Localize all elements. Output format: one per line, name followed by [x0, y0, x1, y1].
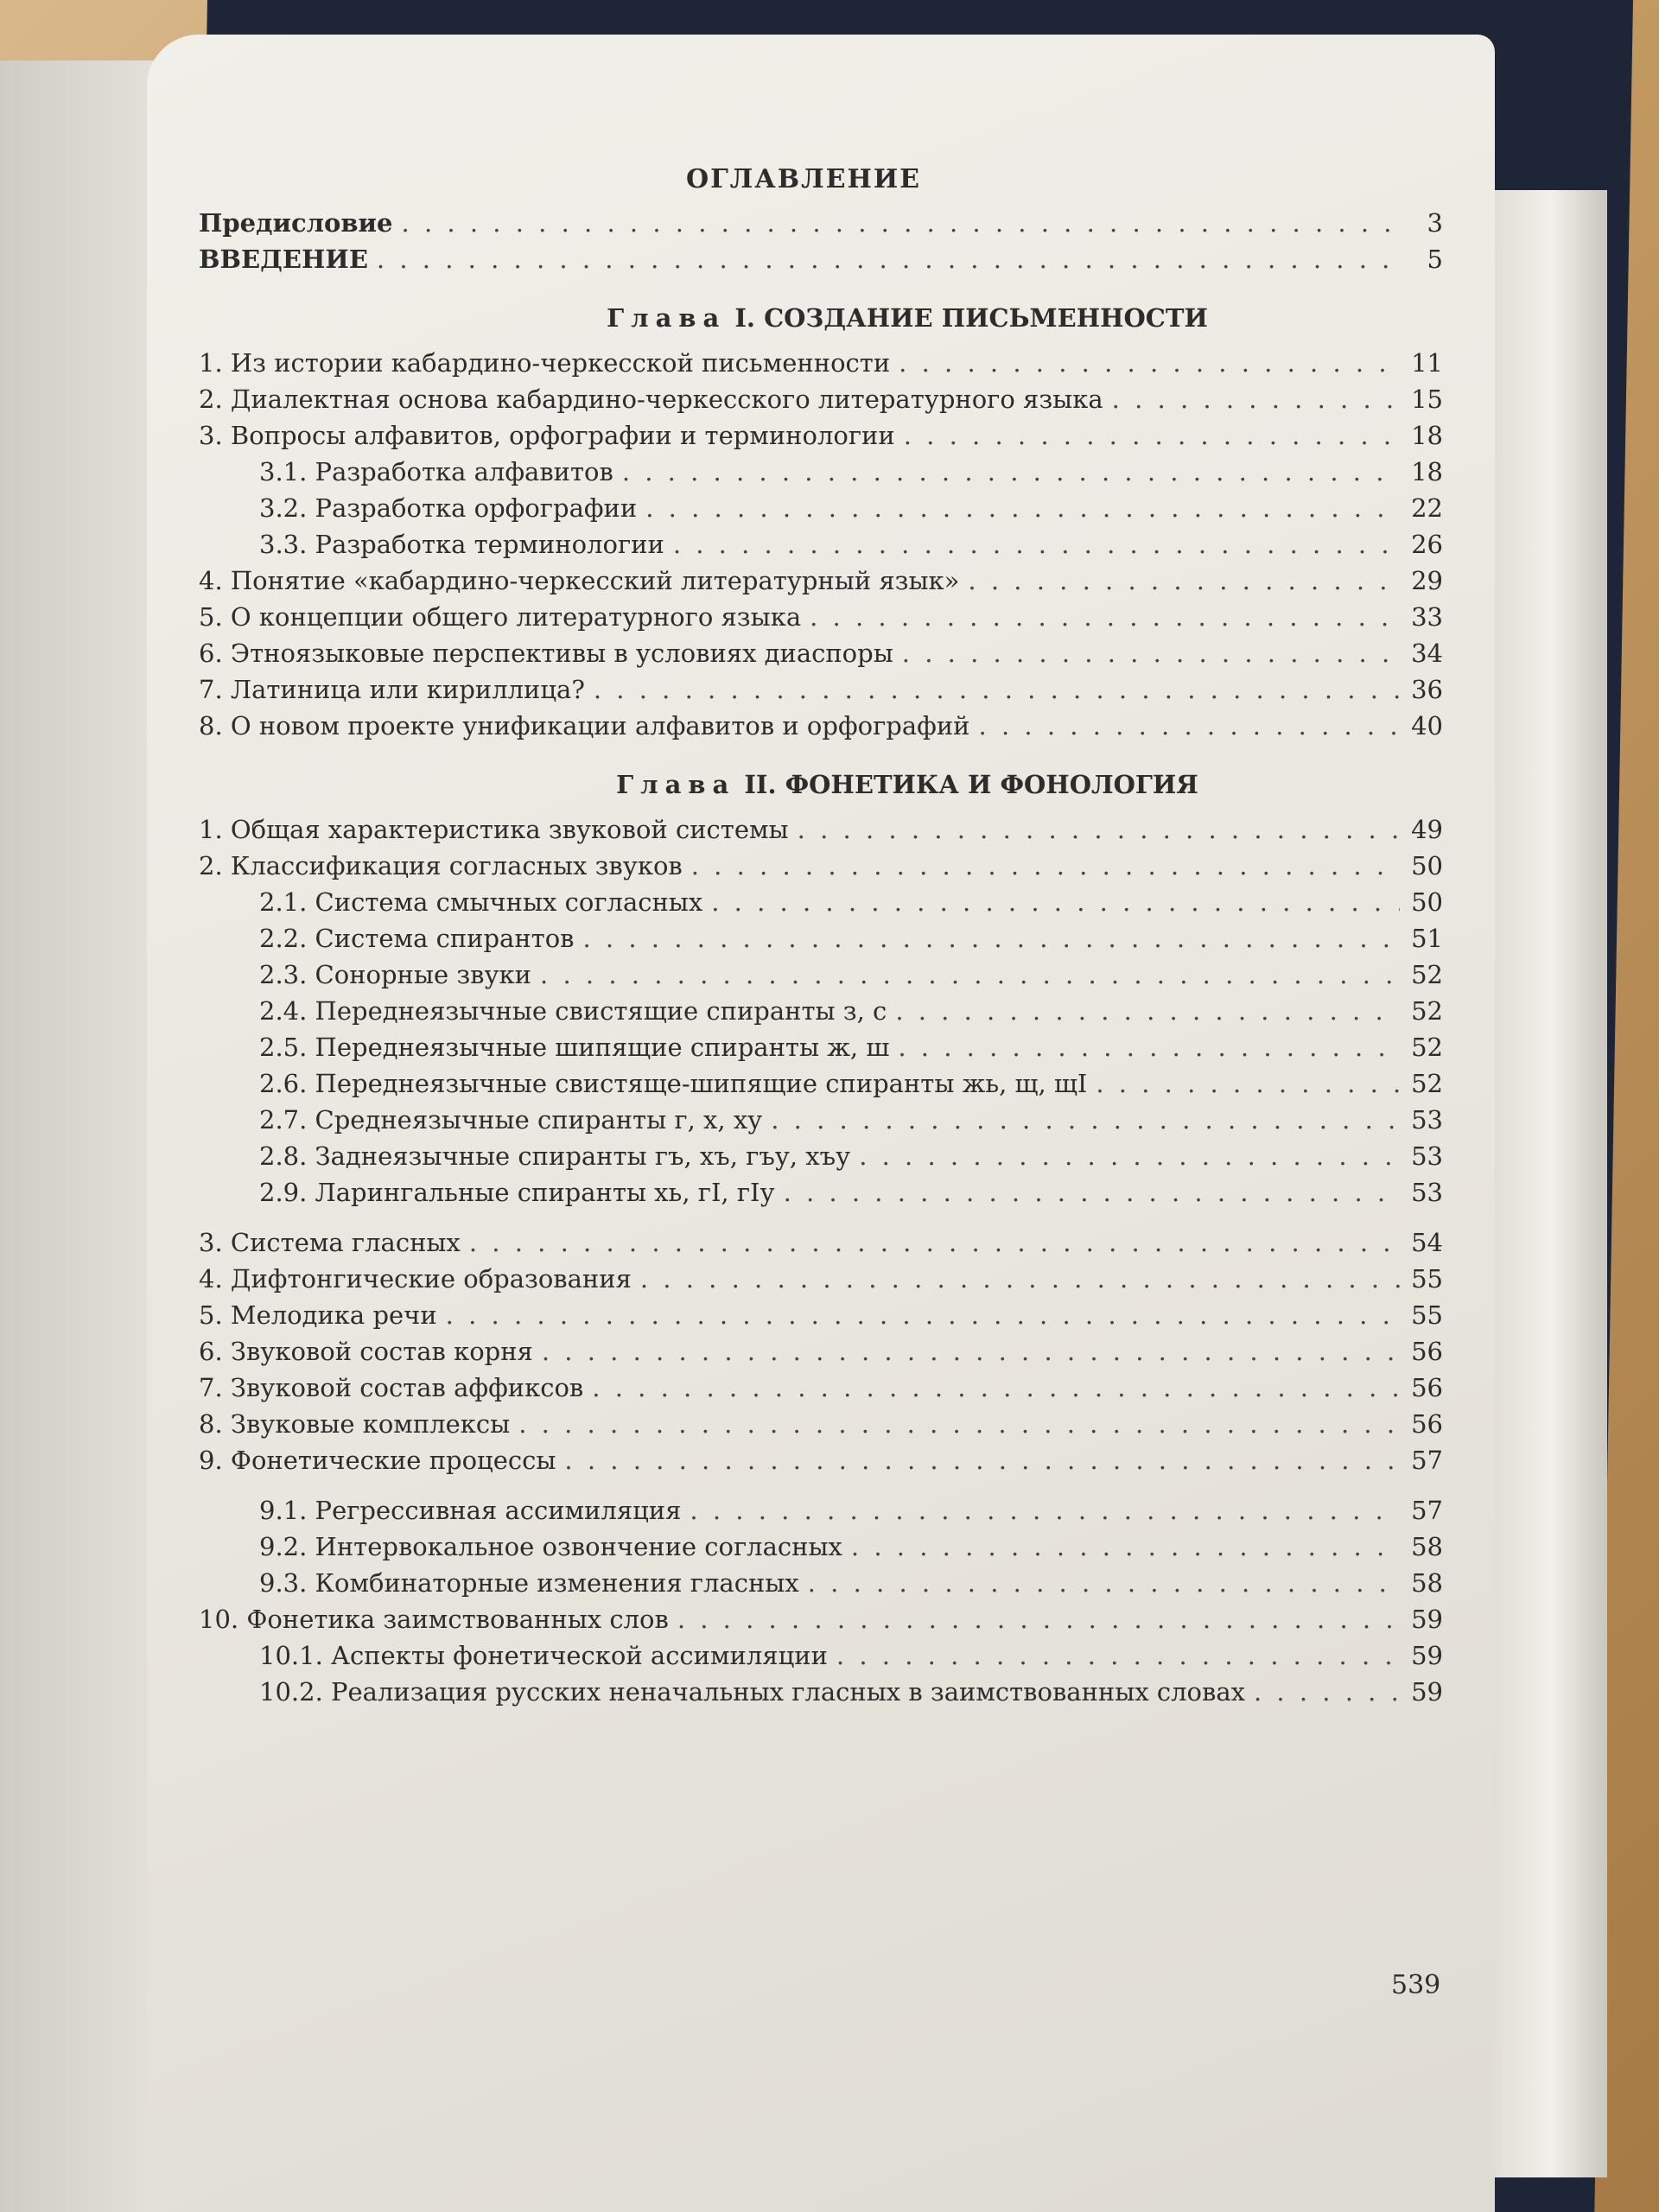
toc-page-number: 56 [1411, 1337, 1443, 1366]
leader-dots [1112, 381, 1400, 417]
leader-dots [902, 635, 1400, 671]
toc-row [199, 1065, 1443, 1102]
toc-page-number: 57 [1411, 1496, 1443, 1525]
toc-entry-label: 4. Дифтонгические образования [199, 1264, 632, 1294]
leader-dots [808, 1565, 1400, 1601]
leader-dots [836, 1637, 1400, 1674]
toc-page-number: 34 [1411, 639, 1443, 668]
toc-row [199, 599, 1443, 635]
toc-row [199, 490, 1443, 526]
chapter-heading [199, 303, 1443, 333]
toc-row [199, 1138, 1443, 1174]
toc-row [199, 1224, 1443, 1261]
leader-dots [592, 1370, 1400, 1406]
toc-entry-label: 1. Из истории кабардино-черкесской письменности [199, 348, 891, 378]
toc-page-number: 57 [1411, 1446, 1443, 1475]
toc-page-number: 51 [1411, 924, 1443, 953]
chapter-word: Глава [616, 770, 736, 799]
toc-page-number: 5 [1427, 245, 1443, 274]
toc-entry-label: 10.2. Реализация русских неначальных гласных в заимствованных словах [259, 1677, 1245, 1707]
toc-page-number: 55 [1411, 1300, 1443, 1330]
leader-dots [690, 1492, 1400, 1529]
leader-dots [904, 417, 1400, 454]
toc-entry-label: 9.2. Интервокальное озвончение согласных [259, 1532, 842, 1561]
toc-row [199, 1674, 1443, 1710]
chapter-section [199, 770, 1443, 1710]
toc-entry-label: 9. Фонетические процессы [199, 1446, 556, 1475]
leader-dots [1254, 1674, 1400, 1710]
toc-entry-label: 3.3. Разработка терминологии [259, 530, 664, 559]
leader-dots [691, 848, 1400, 884]
leader-dots [402, 205, 1400, 241]
toc-entry-label: 2.9. Ларингальные спиранты хь, гI, гIу [259, 1178, 775, 1207]
toc-title: ОГЛАВЛЕНИЕ [685, 164, 922, 194]
toc-page-number: 15 [1411, 385, 1443, 414]
toc-entry-label: 7. Звуковой состав аффиксов [199, 1373, 584, 1402]
chapter-word: Глава [607, 303, 727, 333]
toc-entry-label: 9.3. Комбинаторные изменения гласных [259, 1568, 799, 1598]
toc-page-number: 3 [1427, 208, 1443, 238]
toc-row [199, 381, 1443, 417]
leader-dots [798, 811, 1400, 848]
toc-page-number: 53 [1411, 1141, 1443, 1171]
toc-row [199, 1029, 1443, 1065]
toc-entry-label: 10.1. Аспекты фонетической ассимиляции [259, 1641, 828, 1670]
toc-entry-label: 10. Фонетика заимствованных слов [199, 1605, 669, 1634]
leader-dots [771, 1102, 1400, 1138]
toc-row [199, 1333, 1443, 1370]
leader-dots [979, 708, 1400, 744]
toc-page-number: 11 [1411, 348, 1443, 378]
toc-row [199, 1442, 1443, 1478]
toc-entry-label: 5. Мелодика речи [199, 1300, 437, 1330]
toc-page-number: 58 [1411, 1532, 1443, 1561]
toc-entry-label: 2.1. Система смычных согласных [259, 887, 703, 917]
leader-dots [968, 563, 1400, 599]
toc-row [199, 671, 1443, 708]
toc-page-number: 36 [1411, 675, 1443, 704]
toc-page-number: 59 [1411, 1605, 1443, 1634]
toc-row [199, 205, 1443, 241]
toc-row [199, 635, 1443, 671]
toc-entry-label: 3. Вопросы алфавитов, орфографии и терминологии [199, 421, 895, 450]
leader-dots [540, 957, 1400, 993]
toc-page-number: 18 [1411, 421, 1443, 450]
toc-entry-label: 5. О концепции общего литературного языка [199, 602, 802, 632]
toc-page-number: 54 [1411, 1228, 1443, 1257]
toc-entry-label: 4. Понятие «кабардино-черкесский литературный язык» [199, 566, 960, 595]
leader-dots [518, 1406, 1400, 1442]
leader-dots [895, 993, 1400, 1029]
toc-entry-label: 8. Звуковые комплексы [199, 1409, 511, 1439]
page-number: 539 [1391, 1970, 1441, 2000]
toc-page-number: 50 [1411, 851, 1443, 880]
toc-entry-label: 2.8. Заднеязычные спиранты гъ, хъ, гъу, хъу [259, 1141, 851, 1171]
toc-row [199, 1174, 1443, 1211]
book-page [147, 35, 1495, 2212]
toc-entry-label: 3.1. Разработка алфавитов [259, 457, 613, 486]
toc-page-number: 53 [1411, 1105, 1443, 1135]
toc-row [199, 563, 1443, 599]
toc-page-number: 56 [1411, 1409, 1443, 1439]
toc-page-number: 40 [1411, 711, 1443, 741]
leader-dots [622, 454, 1400, 490]
toc-page-number: 49 [1411, 815, 1443, 844]
toc-page-number: 26 [1411, 530, 1443, 559]
toc-entry-label: 2. Классификация согласных звуков [199, 851, 683, 880]
leader-dots [1096, 1065, 1400, 1102]
toc-entry-label: 2.2. Система спирантов [259, 924, 575, 953]
leader-dots [899, 345, 1400, 381]
toc-row [199, 957, 1443, 993]
leader-dots [583, 920, 1401, 957]
toc-entry-label: 9.1. Регрессивная ассимиляция [259, 1496, 682, 1525]
toc-row [199, 1637, 1443, 1674]
toc-row [199, 241, 1443, 277]
toc-page-number: 58 [1411, 1568, 1443, 1598]
leader-dots [673, 526, 1400, 563]
toc-row [199, 708, 1443, 744]
leader-dots [645, 490, 1400, 526]
leader-dots [677, 1601, 1400, 1637]
left-page [0, 60, 160, 2212]
toc-row [199, 993, 1443, 1029]
toc-row [199, 1492, 1443, 1529]
toc-row [199, 1370, 1443, 1406]
toc-page-number: 29 [1411, 566, 1443, 595]
leader-dots [542, 1333, 1400, 1370]
toc-row [199, 345, 1443, 381]
toc-entry-label: 1. Общая характеристика звуковой системы [199, 815, 789, 844]
toc-row [199, 1529, 1443, 1565]
toc-page-number: 50 [1411, 887, 1443, 917]
toc-entry-label: 2. Диалектная основа кабардино-черкесского литературного языка [199, 385, 1103, 414]
leader-dots [377, 241, 1400, 277]
chapter-section [199, 303, 1443, 744]
chapter-title: II. ФОНЕТИКА И ФОНОЛОГИЯ [744, 770, 1198, 799]
toc [199, 164, 1443, 1710]
toc-entry-label: 6. Этноязыковые перспективы в условиях диаспоры [199, 639, 893, 668]
toc-page-number: 52 [1411, 1033, 1443, 1062]
toc-entry-label: 8. О новом проекте унификации алфавитов и орфографий [199, 711, 970, 741]
toc-row [199, 848, 1443, 884]
toc-row [199, 1565, 1443, 1601]
toc-row [199, 1297, 1443, 1333]
leader-dots [469, 1224, 1400, 1261]
chapter-title: I. СОЗДАНИЕ ПИСЬМЕННОСТИ [734, 303, 1208, 333]
chapters [199, 303, 1443, 1710]
toc-entry-label: Предисловие [199, 208, 393, 238]
leader-dots [446, 1297, 1400, 1333]
toc-page-number: 59 [1411, 1677, 1443, 1707]
leader-dots [898, 1029, 1400, 1065]
toc-page-number: 59 [1411, 1641, 1443, 1670]
toc-page-number: 22 [1411, 493, 1443, 523]
leader-dots [784, 1174, 1400, 1211]
toc-row [199, 811, 1443, 848]
toc-entry-label: 2.3. Сонорные звуки [259, 960, 532, 989]
toc-row [199, 1406, 1443, 1442]
front-matter [199, 205, 1443, 277]
toc-row [199, 920, 1443, 957]
toc-page-number: 52 [1411, 996, 1443, 1026]
toc-page-number: 56 [1411, 1373, 1443, 1402]
leader-dots [851, 1529, 1400, 1565]
toc-row [199, 526, 1443, 563]
toc-entry-label: 3.2. Разработка орфографии [259, 493, 638, 523]
toc-entry-label: 2.6. Переднеязычные свистяще-шипящие спиранты жь, щ, щI [259, 1069, 1088, 1098]
toc-page-number: 55 [1411, 1264, 1443, 1294]
toc-page-number: 52 [1411, 1069, 1443, 1098]
leader-dots [640, 1261, 1400, 1297]
toc-entry-label: 7. Латиница или кириллица? [199, 675, 585, 704]
toc-row [199, 1102, 1443, 1138]
toc-row [199, 1261, 1443, 1297]
toc-entry-label: 3. Система гласных [199, 1228, 461, 1257]
toc-page-number: 18 [1411, 457, 1443, 486]
leader-dots [594, 671, 1400, 708]
toc-page-number: 53 [1411, 1178, 1443, 1207]
leader-dots [564, 1442, 1400, 1478]
leader-dots [810, 599, 1400, 635]
toc-row [199, 1601, 1443, 1637]
toc-page-number: 33 [1411, 602, 1443, 632]
toc-row [199, 454, 1443, 490]
toc-entry-label: ВВЕДЕНИЕ [199, 245, 368, 274]
toc-entry-label: 6. Звуковой состав корня [199, 1337, 533, 1366]
toc-entry-label: 2.4. Переднеязычные свистящие спиранты з, с [259, 996, 887, 1026]
leader-dots [859, 1138, 1400, 1174]
toc-row [199, 884, 1443, 920]
toc-entry-label: 2.5. Переднеязычные шипящие спиранты ж, ш [259, 1033, 890, 1062]
toc-page-number: 52 [1411, 960, 1443, 989]
toc-row [199, 417, 1443, 454]
toc-entry-label: 2.7. Среднеязычные спиранты г, х, ху [259, 1105, 763, 1135]
leader-dots [711, 884, 1400, 920]
chapter-heading [199, 770, 1443, 799]
